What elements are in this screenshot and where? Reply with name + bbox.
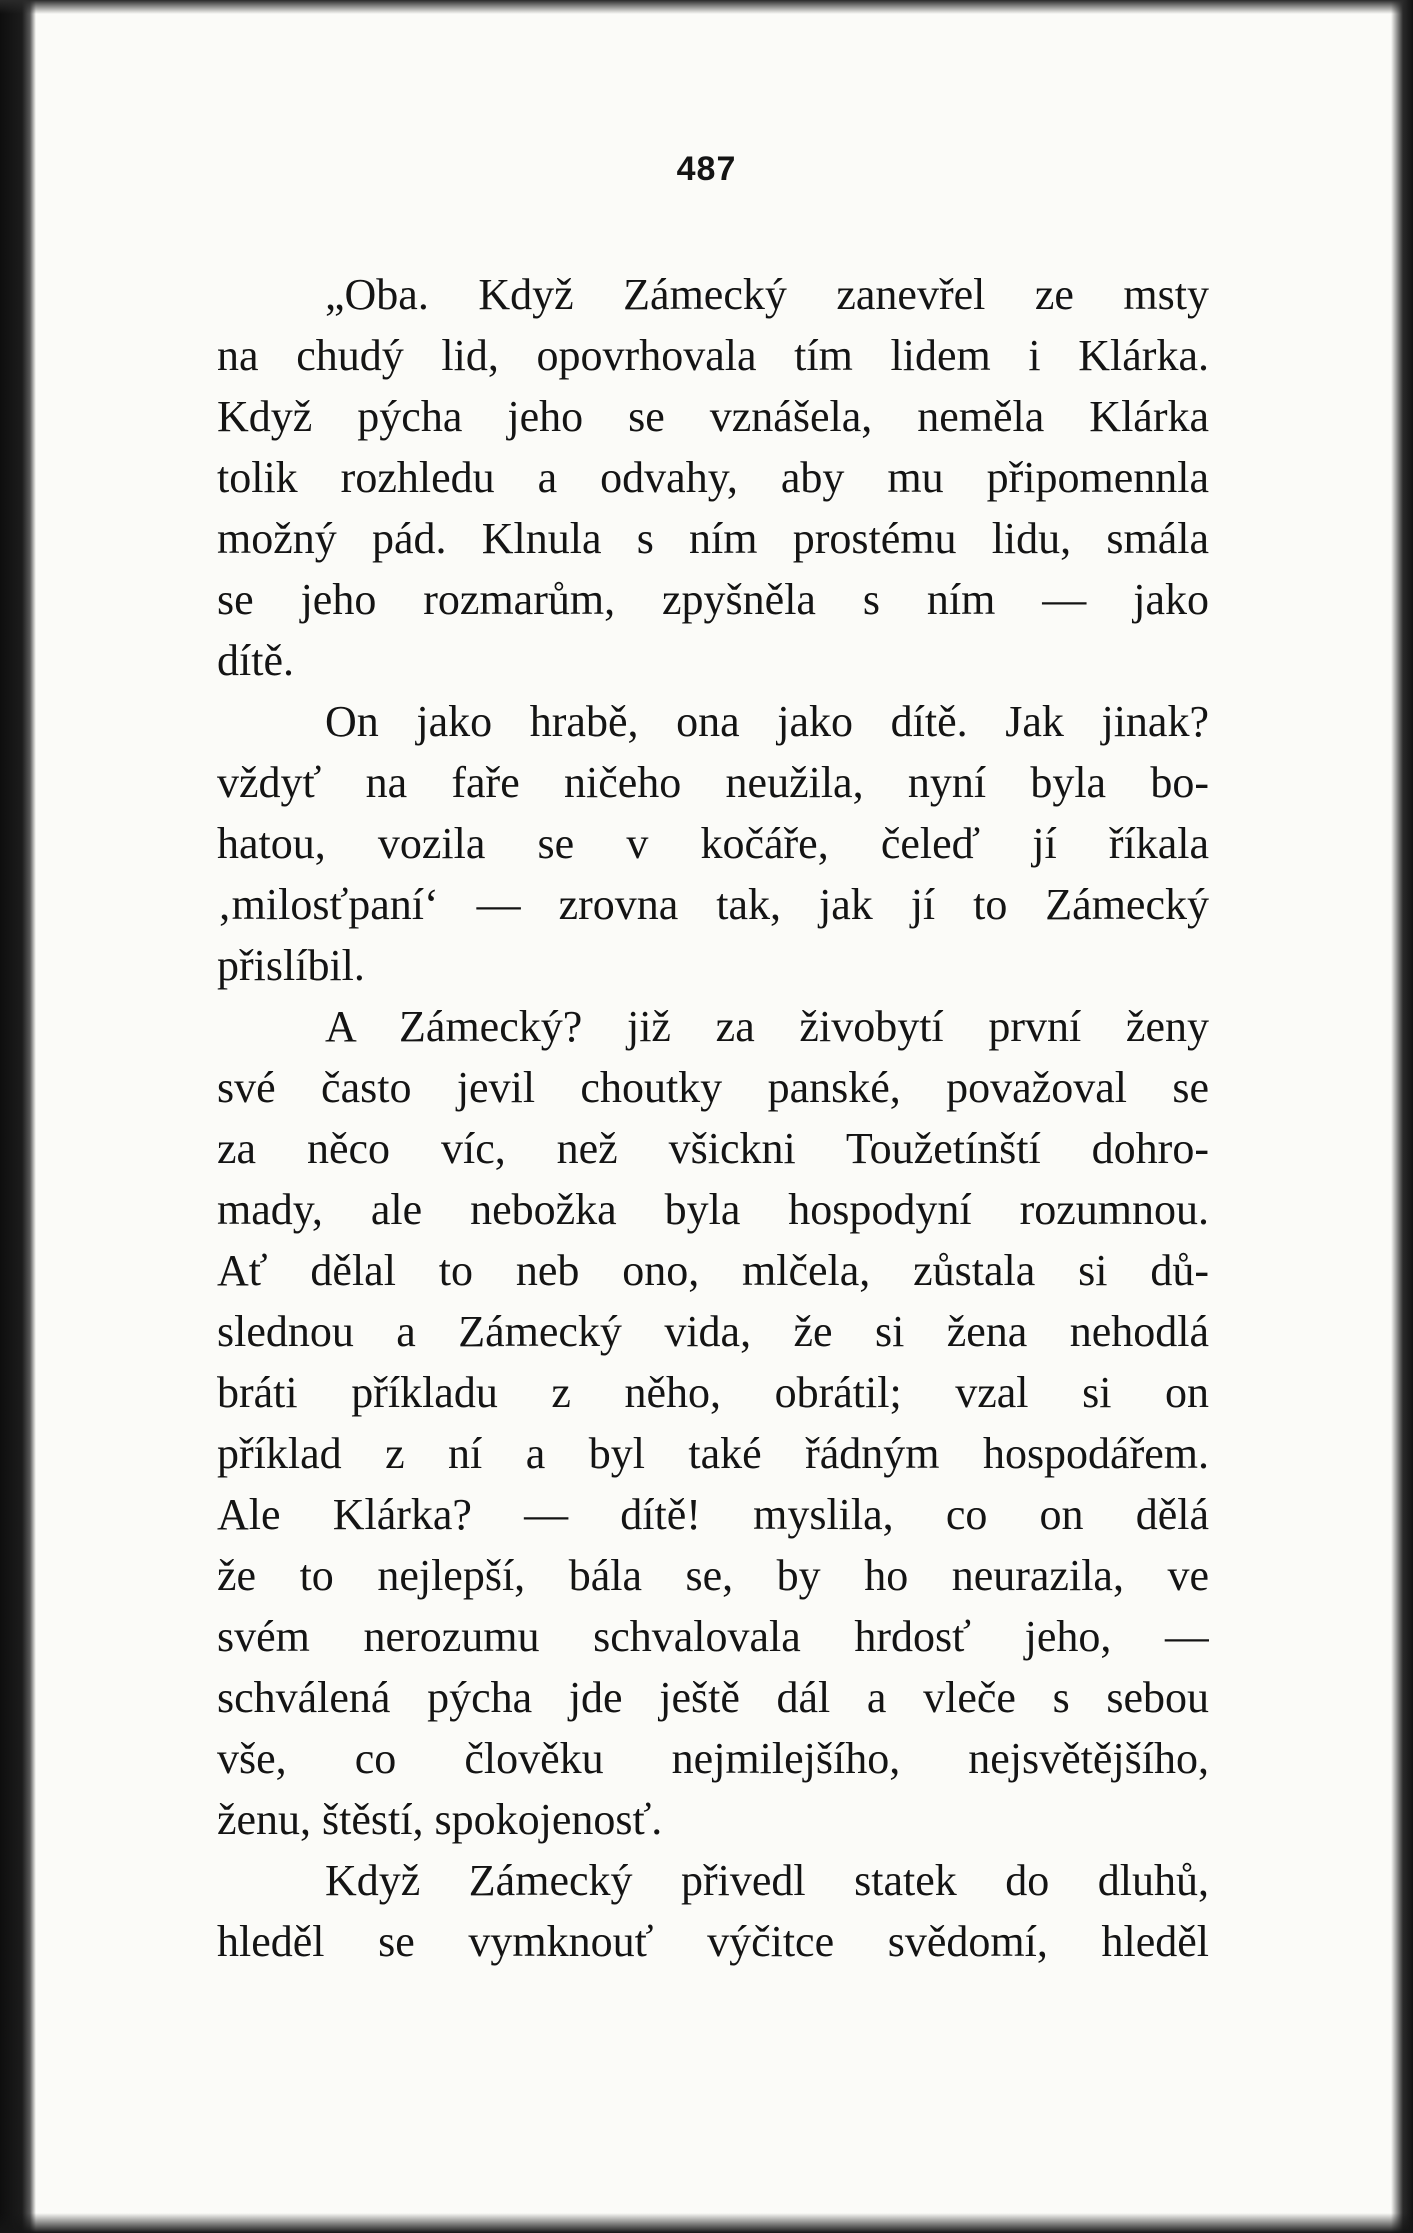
text-line: ‚milosťpaní‘ — zrovna tak, jak jí to Zámecký bbox=[217, 880, 1209, 929]
text-line: přislíbil. bbox=[217, 941, 365, 990]
text-line: hatou, vozila se v kočáře, čeleď jí říkala bbox=[217, 819, 1209, 868]
scan-edge-right bbox=[1391, 0, 1413, 2233]
text-line: Ať dělal to neb ono, mlčela, zůstala si dů- bbox=[217, 1246, 1209, 1295]
text-line: příklad z ní a byl také řádným hospodářem. bbox=[217, 1429, 1209, 1478]
page-number: 487 bbox=[676, 150, 737, 188]
text-line: se jeho rozmarům, zpyšněla s ním — jako bbox=[217, 575, 1209, 624]
text-line: Ale Klárka? — dítě! myslila, co on dělá bbox=[217, 1490, 1209, 1539]
text-line: na chudý lid, opovrhovala tím lidem i Klárka. bbox=[217, 331, 1209, 380]
text-line: hleděl se vymknouť výčitce svědomí, hleděl bbox=[217, 1917, 1209, 1966]
text-line: dítě. bbox=[217, 636, 294, 685]
text-line: mady, ale nebožka byla hospodyní rozumnou. bbox=[217, 1185, 1209, 1234]
text-line: ženu, štěstí, spokojenosť. bbox=[217, 1795, 663, 1844]
text-line: slednou a Zámecký vida, že si žena nehodlá bbox=[217, 1307, 1209, 1356]
text-line: Když Zámecký přivedl statek do dluhů, bbox=[325, 1856, 1209, 1905]
text-line: za něco víc, než všickni Toužetínští dohro- bbox=[217, 1124, 1209, 1173]
text-line: že to nejlepší, bála se, by ho neurazila, ve bbox=[217, 1551, 1209, 1600]
body-text bbox=[217, 264, 1209, 1972]
text-line: možný pád. Klnula s ním prostému lidu, smála bbox=[217, 514, 1209, 563]
text-line: „Oba. Když Zámecký zanevřel ze msty bbox=[325, 270, 1209, 319]
text-line: Když pýcha jeho se vznášela, neměla Klárka bbox=[217, 392, 1209, 441]
text-line: A Zámecký? již za živobytí první ženy bbox=[325, 1002, 1209, 1051]
text-line: bráti příkladu z něho, obrátil; vzal si on bbox=[217, 1368, 1209, 1417]
scan-edge-top bbox=[0, 0, 1413, 14]
text-line: své často jevil choutky panské, považoval se bbox=[217, 1063, 1209, 1112]
scan-edge-bottom bbox=[0, 2213, 1413, 2233]
text-line: On jako hrabě, ona jako dítě. Jak jinak? bbox=[325, 697, 1209, 746]
text-line: vždyť na faře ničeho neužila, nyní byla bo- bbox=[217, 758, 1209, 807]
text-line: vše, co člověku nejmilejšího, nejsvětějšího, bbox=[217, 1734, 1209, 1783]
binding-edge-left bbox=[0, 0, 36, 2233]
text-line: tolik rozhledu a odvahy, aby mu připomennla bbox=[217, 453, 1209, 502]
text-line: schválená pýcha jde ještě dál a vleče s sebou bbox=[217, 1673, 1209, 1722]
text-line: svém nerozumu schvalovala hrdosť jeho, — bbox=[217, 1612, 1209, 1661]
